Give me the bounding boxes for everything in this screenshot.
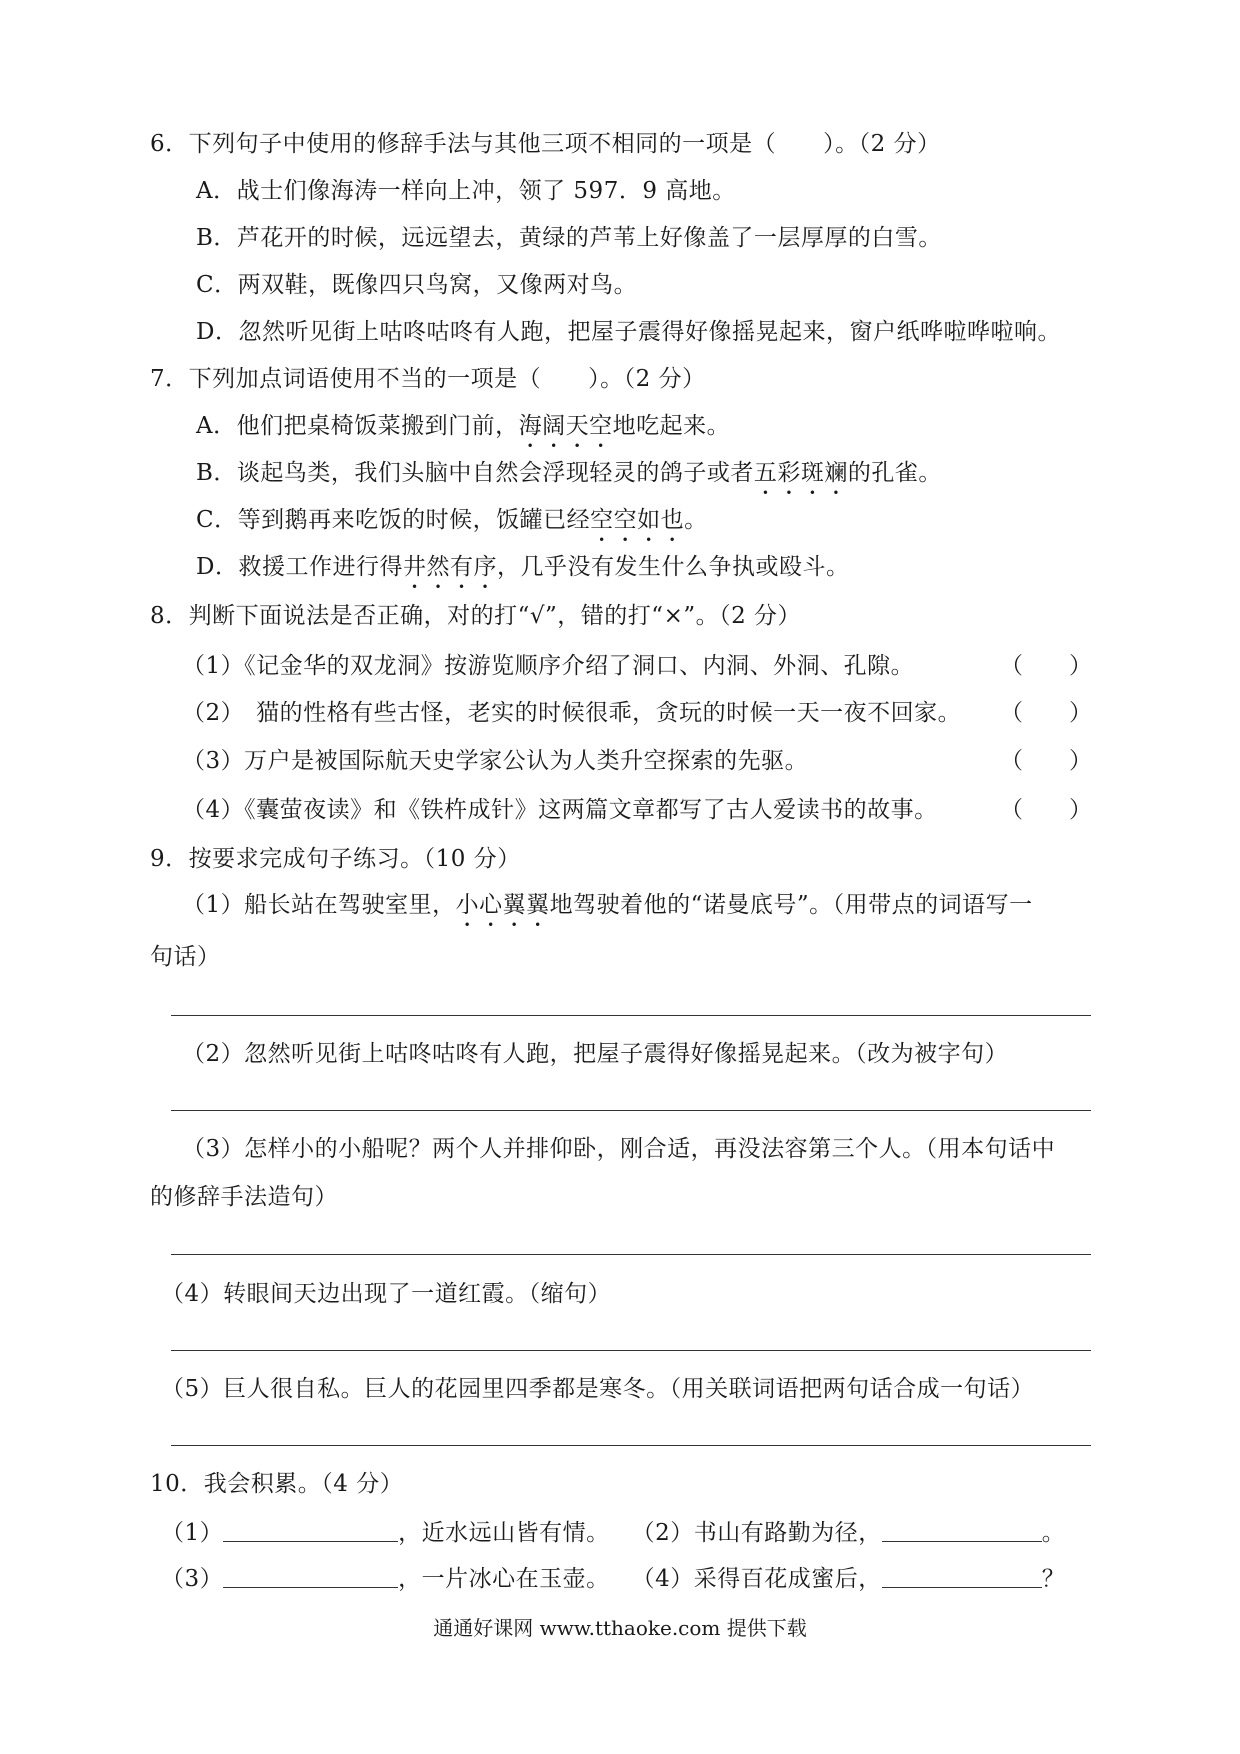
q7-option-c <box>196 504 708 547</box>
q9-sentence-5: （5）巨人很自私。巨人的花园里四季都是寒冬。（用关联词语把两句话合成一句话） <box>161 1376 1035 1402</box>
q9-sentence-3: （3）怎样小的小船呢？两个人并排仰卧，刚合适，再没法容第三个人。（用本句话中 <box>182 1136 1056 1162</box>
q7-option-d <box>196 551 849 594</box>
answer-line-2[interactable] <box>171 1110 1091 1111</box>
q9-sentence-4: （4）转眼间天边出现了一道红霞。（缩句） <box>161 1281 612 1307</box>
q10-stem: 10．我会积累。（4 分） <box>150 1471 404 1497</box>
q9-sentence-3-cont: 的修辞手法造句） <box>150 1184 338 1210</box>
answer-line-4[interactable] <box>171 1350 1091 1351</box>
q10-label-1: （1） <box>161 1520 224 1546</box>
q7-a-text: A．他们把桌椅饭菜搬到门前， <box>196 413 519 439</box>
answer-line-1[interactable] <box>171 1015 1091 1016</box>
q10-label-3: （3） <box>161 1566 224 1592</box>
q10-text-2-end: 。 <box>1041 1520 1066 1546</box>
footer-source: 通通好课网 www.tthaoke.com 提供下载 <box>433 1616 807 1640</box>
q7-stem: 7．下列加点词语使用不当的一项是（ ）。（2 分） <box>150 366 706 392</box>
fill-blank-3[interactable] <box>223 1565 398 1588</box>
q6-option-a: A．战士们像海涛一样向上冲，领了 597．9 高地。 <box>196 178 736 204</box>
q10-row-1 <box>161 1517 1065 1549</box>
q8-item-4: （4）《囊萤夜读》和《铁杵成针》这两篇文章都写了古人爱读书的故事。 <box>182 797 938 823</box>
answer-line-5[interactable] <box>171 1445 1091 1446</box>
q7-c-text-end: 。 <box>684 507 708 533</box>
q9-s1-text-end: 地驾驶着他的“诺曼底号”。（用带点的词语写一 <box>549 892 1033 918</box>
q7-a-dotted-word: 海阔天空 <box>518 413 613 439</box>
q10-row-2 <box>161 1563 1065 1595</box>
q6-stem: 6．下列句子中使用的修辞手法与其他三项不相同的一项是（ ）。（2 分） <box>150 131 941 157</box>
q7-d-text-end: ，几乎没有发生什么争执或殴斗。 <box>496 554 850 580</box>
q8-answer-box-2[interactable]: （ ） <box>1000 700 1092 726</box>
q10-text-4: （4）采得百花成蜜后， <box>631 1566 882 1592</box>
fill-blank-4[interactable] <box>882 1565 1042 1588</box>
q9-stem: 9．按要求完成句子练习。（10 分） <box>150 846 521 872</box>
q6-option-c: C．两双鞋，既像四只鸟窝，又像两对鸟。 <box>196 272 638 298</box>
q7-b-dotted-word: 五彩斑斓 <box>753 460 848 486</box>
q10-text-3: ，一片冰心在玉壶。 <box>398 1566 610 1592</box>
q7-d-text: D．救援工作进行得 <box>196 554 403 580</box>
q7-option-b <box>196 457 942 500</box>
q10-text-4-end: ？ <box>1041 1566 1066 1592</box>
q9-sentence-2: （2）忽然听见街上咕咚咕咚有人跑，把屋子震得好像摇晃起来。（改为被字句） <box>182 1041 1009 1067</box>
q8-item-1: （1）《记金华的双龙洞》按游览顺序介绍了洞口、内洞、外洞、孔隙。 <box>182 653 915 679</box>
q9-sentence-1-cont: 句话） <box>150 944 221 970</box>
q6-option-d: D．忽然听见街上咕咚咕咚有人跑，把屋子震得好像摇晃起来，窗户纸哗啦哗啦响。 <box>196 319 1061 345</box>
q7-c-dotted-word: 空空如也 <box>590 507 685 533</box>
q6-option-b: B．芦花开的时候，远远望去，黄绿的芦苇上好像盖了一层厚厚的白雪。 <box>196 225 942 251</box>
q7-c-text: C．等到鹅再来吃饭的时候，饭罐已经 <box>196 507 591 533</box>
q8-stem: 8．判断下面说法是否正确，对的打“√”，错的打“×”。（2 分） <box>150 603 802 629</box>
q7-d-dotted-word: 井然有序 <box>402 554 497 580</box>
q10-text-1: ，近水远山皆有情。 <box>398 1520 610 1546</box>
q8-item-2: （2） 猫的性格有些古怪，老实的时候很乖，贪玩的时候一天一夜不回家。 <box>182 700 962 726</box>
q7-option-a <box>196 410 730 453</box>
q8-item-3: （3）万户是被国际航天史学家公认为人类升空探索的先驱。 <box>182 748 809 774</box>
q10-text-2: （2）书山有路勤为径， <box>631 1520 882 1546</box>
q8-answer-box-4[interactable]: （ ） <box>1000 797 1092 823</box>
q7-a-text-end: 地吃起来。 <box>612 413 731 439</box>
q9-sentence-1 <box>182 889 1033 932</box>
q7-b-text: B．谈起鸟类，我们头脑中自然会浮现轻灵的鸽子或者 <box>196 460 754 486</box>
answer-line-3[interactable] <box>171 1254 1091 1255</box>
q8-answer-box-3[interactable]: （ ） <box>1000 748 1092 774</box>
fill-blank-1[interactable] <box>223 1519 398 1542</box>
q9-s1-text: （1）船长站在驾驶室里， <box>182 892 456 918</box>
q9-s1-dotted-word: 小心翼翼 <box>455 892 550 918</box>
q7-b-text-end: 的孔雀。 <box>847 460 942 486</box>
q8-answer-box-1[interactable]: （ ） <box>1000 653 1092 679</box>
fill-blank-2[interactable] <box>882 1519 1042 1542</box>
